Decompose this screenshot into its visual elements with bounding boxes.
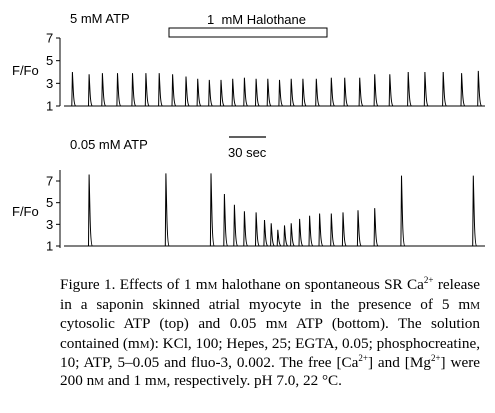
calcium-spike — [424, 72, 428, 106]
calcium-spike — [401, 176, 405, 246]
caption-text: halothane on spontaneous SR Ca — [217, 276, 424, 293]
calcium-spike — [89, 74, 93, 106]
caption-superscript: 2+ — [358, 353, 368, 364]
y-tick-label: 7 — [46, 173, 54, 189]
top-y-ticks — [46, 31, 60, 114]
top-trace — [64, 71, 485, 106]
caption-text: ] were 200 n — [60, 354, 480, 389]
calcium-spike — [331, 78, 335, 106]
y-tick-label: 5 — [46, 195, 54, 211]
calcium-spike — [478, 71, 482, 106]
calcium-spike — [309, 216, 313, 246]
calcium-spike — [220, 80, 224, 106]
caption-unit-smallcap: M — [277, 319, 288, 332]
calcium-spike — [299, 219, 303, 246]
calcium-spike — [461, 73, 465, 106]
calcium-spike — [209, 80, 213, 106]
caption-superscript: 2+ — [430, 353, 441, 364]
y-tick-label: 3 — [46, 216, 54, 232]
figure-caption — [60, 276, 480, 392]
caption-text: release in a saponin skinned atrial myocyte in the presence of 5 m — [60, 276, 481, 313]
y-tick-label: 7 — [46, 30, 54, 46]
calcium-spike — [197, 79, 201, 106]
calcium-spike — [331, 214, 335, 247]
calcium-spike — [344, 78, 348, 106]
caption-text: ] and [Mg — [367, 354, 431, 372]
caption-unit-smallcap: M — [94, 375, 104, 388]
y-tick-label: 5 — [46, 53, 54, 69]
calcium-spike — [232, 79, 236, 106]
caption-text: Effects of 1 m — [115, 276, 208, 293]
bottom-trace — [64, 173, 485, 246]
calcium-spike — [224, 194, 228, 246]
bottom-y-ticks — [46, 174, 60, 254]
calcium-spike — [132, 73, 136, 106]
calcium-spike — [342, 212, 346, 246]
calcium-spike — [185, 77, 189, 107]
caption-unit-smallcap: M — [156, 375, 167, 388]
calcium-spike — [319, 214, 323, 247]
calcium-spike — [117, 73, 121, 106]
calcium-spike — [408, 72, 412, 106]
halothane-bar — [169, 28, 327, 37]
top-panel — [12, 11, 485, 114]
scale-bar-label: 30 sec — [228, 145, 267, 160]
caption-unit-smallcap: M — [139, 338, 150, 351]
caption-superscript: 2+ — [423, 274, 434, 285]
caption-unit-smallcap: M — [470, 299, 480, 312]
calcium-spike — [256, 212, 260, 246]
halothane-label: 1 mM Halothane — [207, 12, 306, 27]
bottom-panel-title: 0.05 mM ATP — [70, 137, 148, 152]
calcium-spike — [210, 173, 214, 246]
calcium-spike — [172, 74, 176, 106]
y-tick-label: 1 — [46, 238, 54, 254]
calcium-spike — [291, 79, 295, 106]
bottom-ylabel: F/Fo — [12, 204, 39, 219]
calcium-spike — [284, 225, 288, 246]
calcium-spike — [244, 211, 248, 246]
calcium-spike — [374, 74, 378, 106]
calcium-spike — [72, 72, 76, 106]
calcium-spike — [291, 223, 295, 246]
calcium-spike — [271, 223, 275, 246]
caption-text: ): KCl, 100; Hepes, 25; EGTA, 0.05; phosphocreatine, 10; ATP, 5–0.05 and fluo-3, 0.002. The free [Ca — [60, 334, 480, 372]
top-ylabel: F/Fo — [12, 63, 39, 78]
caption-text: and 1 m — [103, 371, 157, 389]
y-tick-label: 1 — [46, 98, 54, 114]
calcium-spike — [244, 78, 248, 106]
calcium-spike — [165, 173, 169, 246]
caption-text: , respectively. pH 7.0, 22 °C. — [166, 371, 342, 389]
calcium-spike — [389, 74, 393, 106]
calcium-spike — [473, 176, 477, 246]
calcium-spike — [359, 78, 363, 106]
calcium-spike — [159, 73, 163, 106]
calcium-spike — [357, 210, 361, 246]
calcium-spike — [267, 79, 271, 106]
calcium-spike — [264, 220, 268, 246]
caption-text: ATP (bottom). The solution contained (m — [60, 315, 480, 352]
calcium-spike — [302, 79, 306, 106]
caption-text: cytosolic ATP (top) and 0.05 m — [60, 315, 278, 333]
caption-figure-label: Figure 1. — [60, 276, 116, 293]
calcium-spike — [277, 230, 281, 246]
calcium-spike — [279, 80, 283, 106]
bottom-panel — [12, 137, 485, 254]
calcium-spike — [256, 79, 260, 106]
calcium-spike — [443, 72, 447, 106]
caption-unit-smallcap: M — [207, 280, 218, 292]
calcium-spike — [234, 205, 238, 246]
top-panel-title: 5 mM ATP — [70, 11, 130, 26]
y-tick-label: 3 — [46, 75, 54, 91]
calcium-spike — [374, 208, 378, 246]
calcium-spike — [316, 79, 320, 106]
calcium-spike — [89, 175, 93, 247]
calcium-spike — [102, 73, 106, 106]
calcium-spike — [145, 73, 149, 106]
